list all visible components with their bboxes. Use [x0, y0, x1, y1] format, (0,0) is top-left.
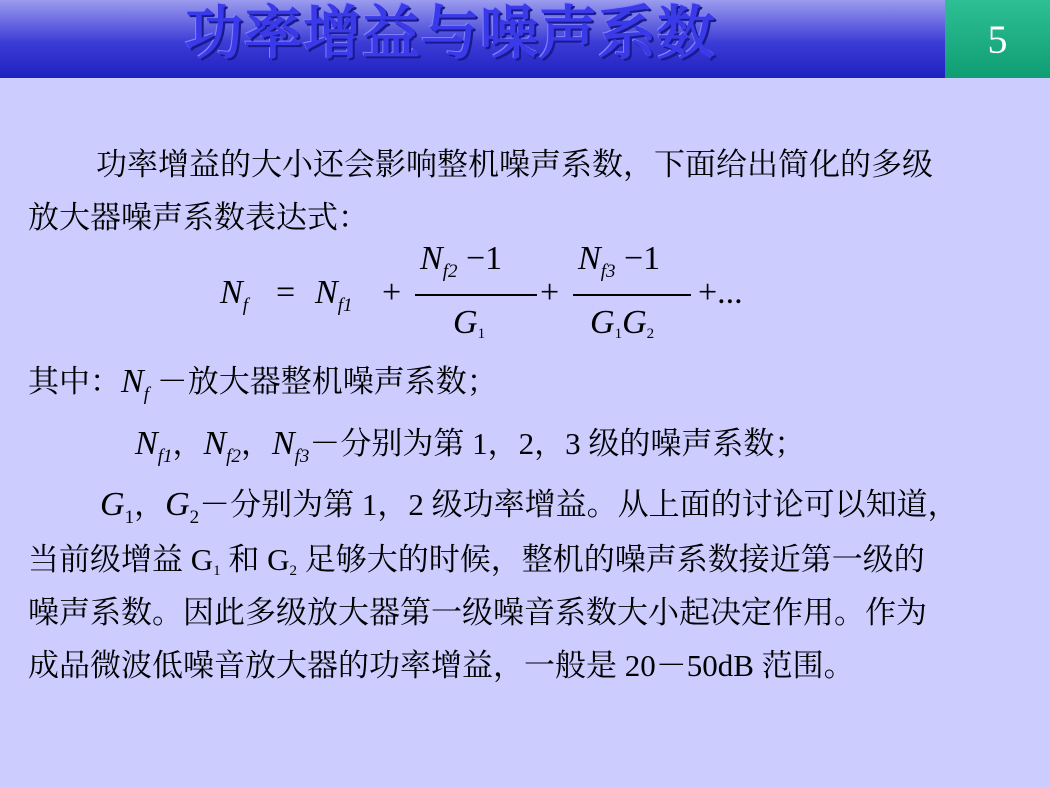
intro-line-2: 放大器噪声系数表达式： — [28, 200, 369, 235]
page-number-box — [945, 0, 1050, 78]
intro-line-1: 功率增益的大小还会影响整机噪声系数，下面给出简化的多级 — [96, 147, 933, 182]
title-bar — [0, 0, 945, 78]
paragraph-line-4: 当前级增益 $G_1$ 和 $G_2$ 足够大的时候，整机的噪声系数接近第一级的 — [28, 542, 925, 579]
where-line: 其中：$N_f$ －放大器整机噪声系数； — [28, 363, 498, 405]
paragraph-line-6: 成品微波低噪音放大器的功率增益，一般是 20－50dB 范围。 — [28, 648, 855, 683]
fraction-bar-2 — [573, 294, 691, 296]
gain-definition-line: $G_1$，$G_2-$分别为第 1，2 级功率增益。从上面的讨论可以知道， — [100, 486, 959, 528]
nf-definition-line: $N_{f1}$，$N_{f2}$，$N_{f3}-$分别为第 1，2，3 级的噪声系数； — [135, 425, 806, 467]
fraction-bar-1 — [415, 294, 537, 296]
page-number: 5 — [987, 16, 1008, 62]
slide-title: 功率增益与噪声系数 — [185, 0, 717, 67]
noise-figure-formula: $N_f$ = $N_{f1}$ + $N_{f2} -1$ $G_1$ + $N_{f3} -1$ $G_1G_2$ +... — [220, 240, 743, 342]
paragraph-line-5: 噪声系数。因此多级放大器第一级噪音系数大小起决定作用。作为 — [28, 595, 927, 630]
